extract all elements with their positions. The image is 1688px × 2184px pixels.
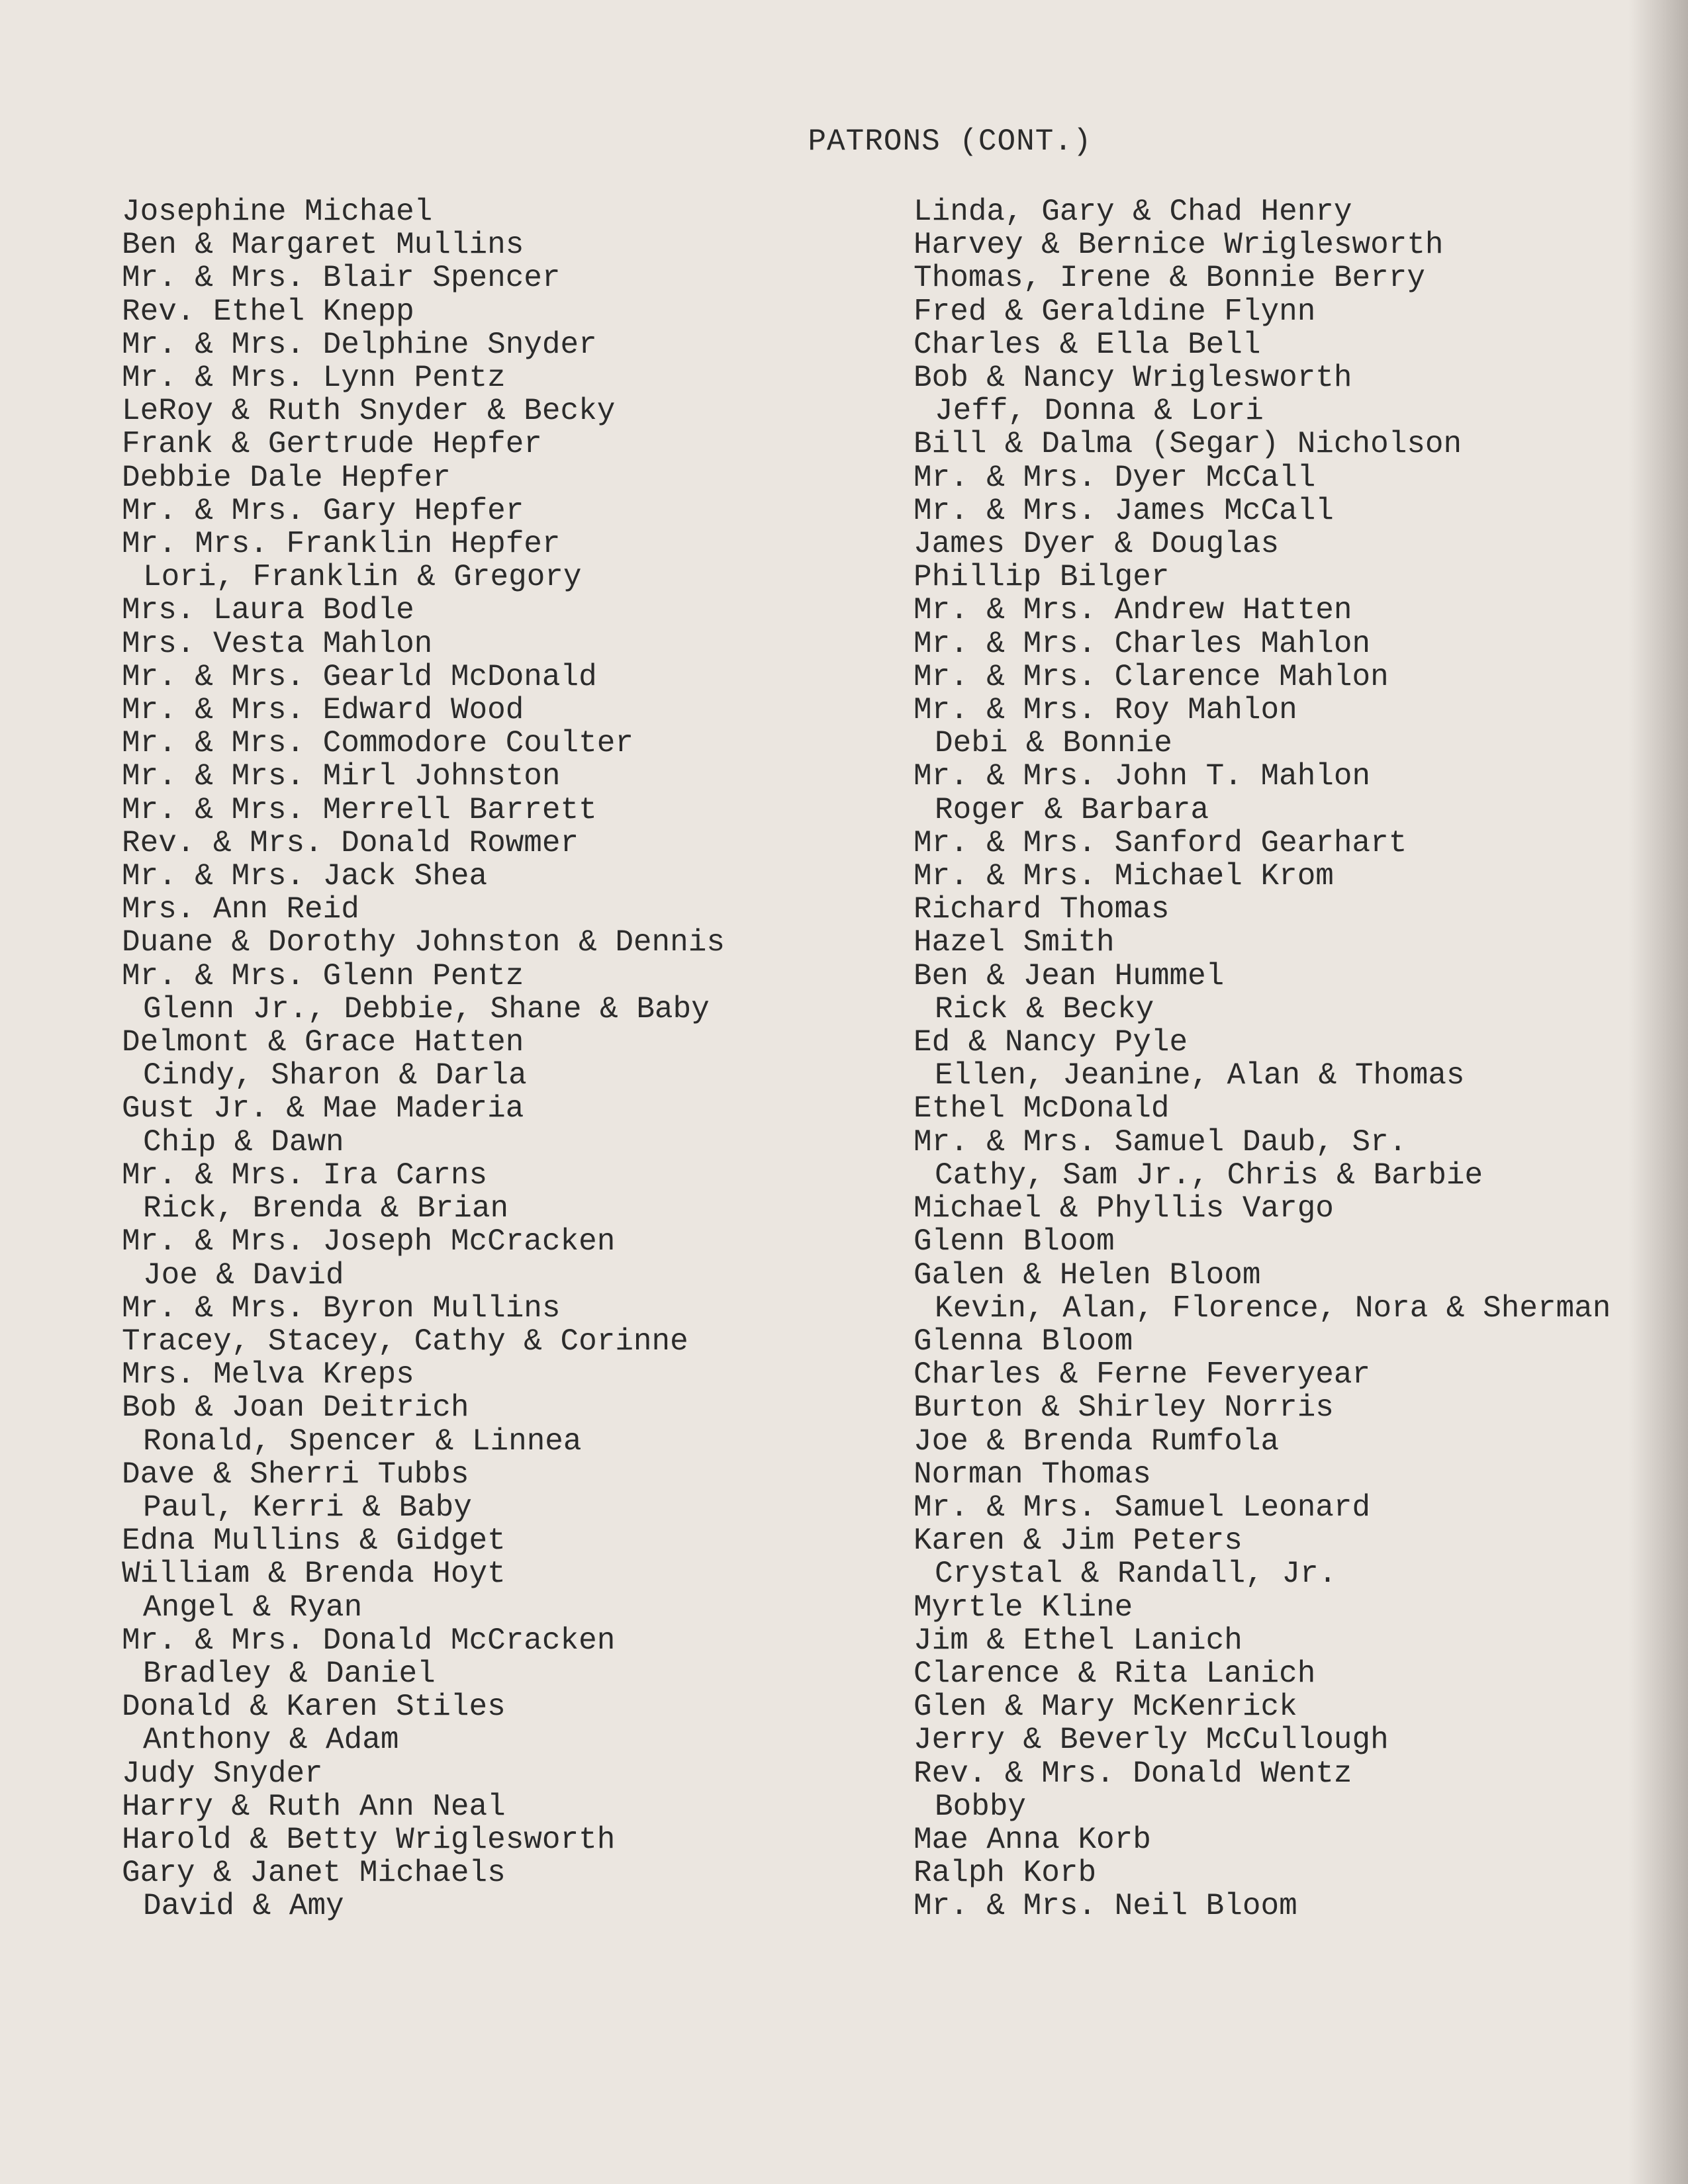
patron-entry: Bob & Nancy Wriglesworth [914, 361, 1352, 396]
patron-list-left [122, 195, 725, 1923]
patron-entry: Mr. & Mrs. Sanford Gearhart [914, 825, 1407, 860]
patron-subentry: Rick & Becky [935, 991, 1154, 1026]
patron-entry: Rev. Ethel Knepp [122, 294, 414, 329]
patron-entry: Mae Anna Korb [914, 1822, 1151, 1857]
patron-subentry: Glenn Jr., Debbie, Shane & Baby [143, 991, 710, 1026]
patron-entry: Jerry & Beverly McCullough [914, 1723, 1389, 1758]
patron-entry: Duane & Dorothy Johnston & Dennis [122, 925, 725, 960]
patron-entry: Thomas, Irene & Bonnie Berry [914, 261, 1425, 296]
patron-entry: Mrs. Laura Bodle [122, 593, 414, 628]
patron-entry: Mrs. Vesta Mahlon [122, 626, 433, 661]
patron-entry: Bob & Joan Deitrich [122, 1390, 469, 1426]
page-edge-shadow [1628, 0, 1688, 2184]
patron-entry: Mr. & Mrs. Jack Shea [122, 859, 488, 894]
patron-entry: Gust Jr. & Mae Maderia [122, 1091, 524, 1126]
patron-entry: Mrs. Ann Reid [122, 892, 359, 927]
patron-entry: William & Brenda Hoyt [122, 1557, 506, 1592]
patron-entry: Debbie Dale Hepfer [122, 460, 451, 495]
patron-entry: Hazel Smith [914, 925, 1115, 960]
patron-entry: Ralph Korb [914, 1856, 1097, 1891]
patron-subentry: Ronald, Spencer & Linnea [143, 1424, 582, 1459]
patron-entry: Ben & Jean Hummel [914, 958, 1225, 993]
patron-entry: Ben & Margaret Mullins [122, 228, 524, 263]
patron-entry: Mr. & Mrs. Andrew Hatten [914, 593, 1352, 628]
patron-entry: Rev. & Mrs. Donald Rowmer [122, 825, 579, 860]
patron-subentry: Debi & Bonnie [935, 726, 1172, 761]
patron-subentry: Bobby [935, 1789, 1027, 1824]
patron-entry: Mr. & Mrs. Gary Hepfer [122, 493, 524, 528]
patron-subentry: Rick, Brenda & Brian [143, 1191, 509, 1226]
patron-subentry: Anthony & Adam [143, 1723, 399, 1758]
patron-subentry: David & Amy [143, 1889, 344, 1924]
patron-entry: Mr. & Mrs. Glenn Pentz [122, 958, 524, 993]
patron-entry: Mr. & Mrs. Donald McCracken [122, 1623, 616, 1658]
patron-entry: Harry & Ruth Ann Neal [122, 1789, 506, 1824]
patron-entry: Mr. & Mrs. Ira Carns [122, 1158, 488, 1193]
patron-entry: Mr. & Mrs. Blair Spencer [122, 261, 561, 296]
patron-entry: Myrtle Kline [914, 1590, 1133, 1625]
patron-entry: LeRoy & Ruth Snyder & Becky [122, 394, 616, 429]
patron-entry: James Dyer & Douglas [914, 527, 1280, 562]
patron-entry: Mr. & Mrs. Neil Bloom [914, 1889, 1297, 1924]
patron-entry: Linda, Gary & Chad Henry [914, 195, 1352, 229]
patron-entry: Mrs. Melva Kreps [122, 1357, 414, 1392]
patron-entry: Glenn Bloom [914, 1224, 1115, 1259]
patron-entry: Mr. & Mrs. Delphine Snyder [122, 327, 597, 362]
patron-entry: Galen & Helen Bloom [914, 1257, 1261, 1293]
patron-entry: Dave & Sherri Tubbs [122, 1457, 469, 1492]
patron-entry: Glenna Bloom [914, 1324, 1133, 1359]
patron-entry: Mr. & Mrs. Samuel Leonard [914, 1490, 1371, 1525]
patron-entry: Mr. & Mrs. Merrell Barrett [122, 792, 597, 827]
patron-entry: Phillip Bilger [914, 560, 1170, 595]
patron-entry: Mr. & Mrs. John T. Mahlon [914, 759, 1371, 794]
patron-list-right [914, 195, 1611, 1923]
patron-subentry: Paul, Kerri & Baby [143, 1490, 472, 1525]
patron-entry: Mr. & Mrs. Lynn Pentz [122, 361, 506, 396]
patron-entry: Norman Thomas [914, 1457, 1151, 1492]
patron-subentry: Joe & David [143, 1257, 344, 1293]
patron-entry: Ethel McDonald [914, 1091, 1170, 1126]
patron-entry: Bill & Dalma (Segar) Nicholson [914, 427, 1462, 462]
patron-subentry: Lori, Franklin & Gregory [143, 560, 582, 595]
patron-entry: Clarence & Rita Lanich [914, 1656, 1316, 1691]
patron-entry: Joe & Brenda Rumfola [914, 1424, 1280, 1459]
patron-entry: Edna Mullins & Gidget [122, 1524, 506, 1559]
patron-entry: Jim & Ethel Lanich [914, 1623, 1243, 1658]
patron-entry: Mr. & Mrs. Michael Krom [914, 859, 1334, 894]
patron-entry: Mr. & Mrs. Byron Mullins [122, 1291, 561, 1326]
patron-entry: Mr. & Mrs. Clarence Mahlon [914, 659, 1389, 694]
patron-entry: Karen & Jim Peters [914, 1524, 1243, 1559]
patron-entry: Mr. & Mrs. Commodore Coulter [122, 726, 633, 761]
patron-entry: Charles & Ferne Feveryear [914, 1357, 1371, 1392]
page-title: PATRONS (CONT.) [808, 124, 1092, 159]
patron-entry: Burton & Shirley Norris [914, 1390, 1334, 1426]
patron-entry: Mr. & Mrs. Samuel Daub, Sr. [914, 1124, 1407, 1160]
patron-entry: Charles & Ella Bell [914, 327, 1261, 362]
patron-entry: Mr. & Mrs. Charles Mahlon [914, 626, 1371, 661]
patron-subentry: Crystal & Randall, Jr. [935, 1557, 1337, 1592]
patron-subentry: Roger & Barbara [935, 792, 1209, 827]
patron-entry: Tracey, Stacey, Cathy & Corinne [122, 1324, 688, 1359]
patron-entry: Gary & Janet Michaels [122, 1856, 506, 1891]
patron-entry: Michael & Phyllis Vargo [914, 1191, 1334, 1226]
patron-subentry: Ellen, Jeanine, Alan & Thomas [935, 1058, 1465, 1093]
patron-entry: Mr. & Mrs. Gearld McDonald [122, 659, 597, 694]
patron-entry: Mr. & Mrs. Edward Wood [122, 693, 524, 728]
patron-entry: Fred & Geraldine Flynn [914, 294, 1316, 329]
patron-entry: Mr. & Mrs. Dyer McCall [914, 460, 1316, 495]
patron-entry: Josephine Michael [122, 195, 433, 229]
patron-entry: Harold & Betty Wriglesworth [122, 1822, 616, 1857]
patron-entry: Delmont & Grace Hatten [122, 1025, 524, 1060]
patron-entry: Donald & Karen Stiles [122, 1690, 506, 1725]
patron-subentry: Angel & Ryan [143, 1590, 363, 1625]
patron-entry: Glen & Mary McKenrick [914, 1690, 1297, 1725]
patron-entry: Mr. & Mrs. Mirl Johnston [122, 759, 561, 794]
patron-subentry: Cathy, Sam Jr., Chris & Barbie [935, 1158, 1483, 1193]
patron-subentry: Kevin, Alan, Florence, Nora & Sherman [935, 1291, 1611, 1326]
patron-subentry: Jeff, Donna & Lori [935, 394, 1264, 429]
patron-entry: Mr. & Mrs. James McCall [914, 493, 1334, 528]
patron-entry: Rev. & Mrs. Donald Wentz [914, 1756, 1352, 1791]
patron-entry: Harvey & Bernice Wriglesworth [914, 228, 1444, 263]
patron-entry: Frank & Gertrude Hepfer [122, 427, 542, 462]
patron-entry: Judy Snyder [122, 1756, 323, 1791]
patron-entry: Mr. & Mrs. Joseph McCracken [122, 1224, 616, 1259]
patron-subentry: Cindy, Sharon & Darla [143, 1058, 527, 1093]
patron-entry: Mr. Mrs. Franklin Hepfer [122, 527, 561, 562]
patron-entry: Mr. & Mrs. Roy Mahlon [914, 693, 1297, 728]
patron-entry: Richard Thomas [914, 892, 1170, 927]
patron-subentry: Bradley & Daniel [143, 1656, 436, 1691]
patron-entry: Ed & Nancy Pyle [914, 1025, 1188, 1060]
patron-subentry: Chip & Dawn [143, 1124, 344, 1160]
